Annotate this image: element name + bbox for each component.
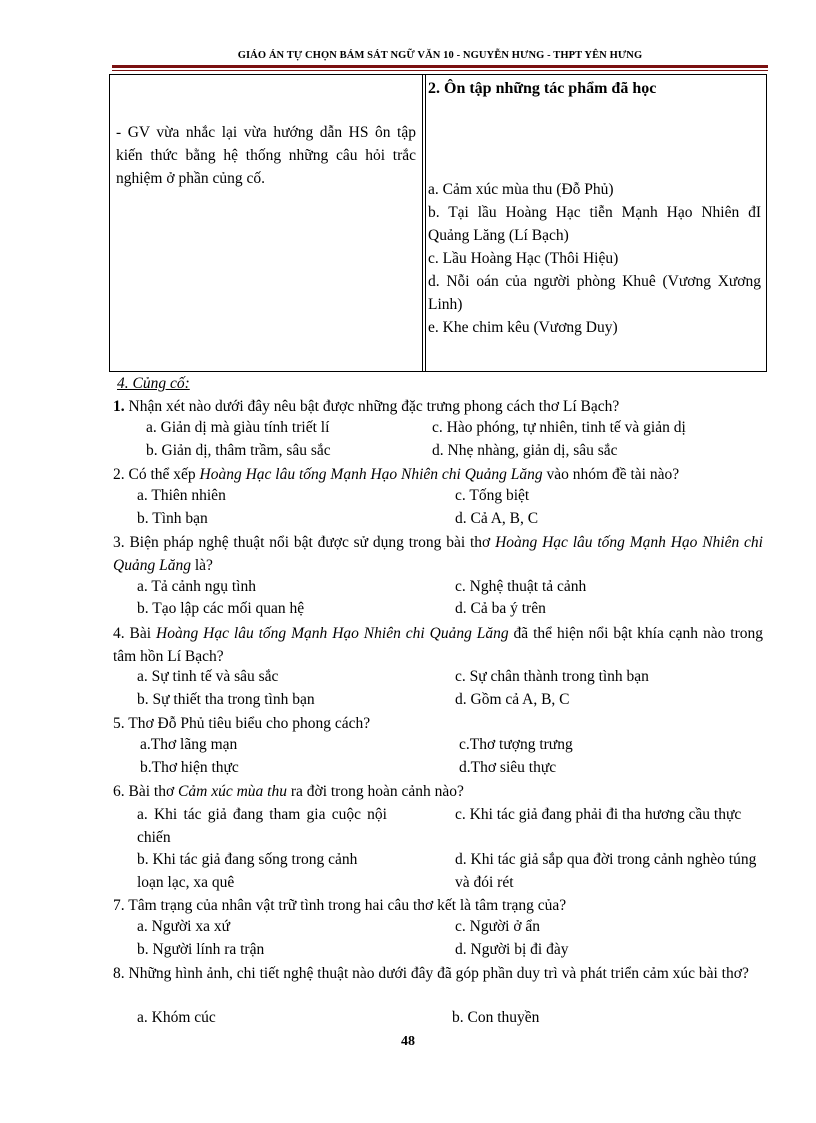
q5-option-d: d.Thơ siêu thực	[459, 759, 557, 776]
section-title: 4. Củng cố:	[117, 375, 190, 392]
question-text: 6. Bài thơ	[113, 783, 179, 800]
works-list	[428, 178, 761, 339]
q7-option-a: a. Người xa xứ	[137, 918, 231, 935]
header-rule-thin	[112, 70, 768, 71]
question-text: Nhận xét nào dưới đây nêu bật được những đặc trưng phong cách thơ Lí Bạch?	[124, 398, 620, 415]
q2-option-a: a. Thiên nhiên	[137, 487, 226, 504]
review-heading: 2. Ôn tập những tác phẩm đã học	[428, 80, 657, 97]
q8-option-b: b. Con thuyền	[452, 1009, 540, 1026]
poem-title: Hoàng Hạc lâu tống Mạnh Hạo Nhiên chi Quảng Lăng	[113, 534, 763, 574]
q6-option-d: d. Khi tác giả sắp qua đời trong cảnh nghèo túng và đói rét	[455, 851, 757, 891]
poem-title: Hoàng Hạc lâu tống Mạnh Hạo Nhiên chi Quảng Lăng	[199, 466, 543, 483]
q6-option-a: a. Khi tác giả đang tham gia cuộc nội chiến	[137, 806, 387, 846]
work-item: e. Khe chim kêu (Vương Duy)	[428, 319, 618, 336]
question-text: là?	[190, 556, 213, 574]
q3-option-b: b. Tạo lập các mối quan hệ	[137, 600, 305, 617]
question-text: ra đời trong hoàn cảnh nào?	[286, 783, 464, 800]
q3-option-c: c. Nghệ thuật tả cảnh	[455, 578, 587, 595]
q4-option-c: c. Sự chân thành trong tình bạn	[455, 668, 649, 685]
question-7: 7. Tâm trạng của nhân vật trữ tình trong hai câu thơ kết là tâm trạng của?	[113, 897, 567, 914]
question-8: 8. Những hình ảnh, chi tiết nghệ thuật nào dưới đây đã góp phần duy trì và phát triển cảm xúc bài thơ?	[113, 965, 749, 982]
q2-option-c: c. Tống biệt	[455, 487, 530, 504]
question-text: đã thể hiện nổi bật khía cạnh nào trong tâm hồn Lí Bạch?	[113, 625, 764, 665]
poem-title: Hoàng Hạc lâu tống Mạnh Hạo Nhiên chi Quảng Lăng	[156, 625, 509, 642]
q6-option-c: c. Khi tác giả đang phải đi tha hương cầu thực	[455, 806, 742, 823]
activity-table	[109, 74, 767, 372]
q7-option-d: d. Người bị đi đày	[455, 941, 569, 958]
table-divider-inner	[425, 75, 426, 371]
q2-option-b: b. Tình bạn	[137, 510, 208, 527]
content-cell	[428, 77, 761, 339]
q3-option-d: d. Cả ba ý trên	[455, 600, 546, 617]
question-text: vào nhóm đề tài nào?	[542, 466, 680, 483]
question-4	[113, 623, 763, 668]
work-item: c. Lầu Hoàng Hạc (Thôi Hiệu)	[428, 250, 619, 267]
question-5: 5. Thơ Đỗ Phủ tiêu biểu cho phong cách?	[113, 715, 371, 732]
q4-option-a: a. Sự tinh tế và sâu sắc	[137, 668, 279, 685]
q7-option-b: b. Người lính ra trận	[137, 941, 265, 958]
work-item: d. Nỗi oán của người phòng Khuê (Vương Xương Linh)	[428, 273, 761, 313]
question-3	[113, 532, 763, 577]
q8-option-a: a. Khóm cúc	[137, 1009, 216, 1026]
question-text: 4. Bài	[113, 625, 157, 642]
q4-option-d: d. Gồm cả A, B, C	[455, 691, 570, 708]
question-1	[113, 396, 763, 419]
q3-option-a: a. Tả cảnh ngụ tình	[137, 578, 256, 595]
q1-option-b: b. Giản dị, thâm trầm, sâu sắc	[146, 442, 331, 459]
page-header: GIÁO ÁN TỰ CHỌN BÁM SÁT NGỮ VĂN 10 - NGUYỄN HƯNG - THPT YÊN HƯNG	[237, 50, 643, 61]
question-text: 3. Biện pháp nghệ thuật nổi bật được sử dụng trong bài thơ	[113, 534, 496, 551]
poem-title: Cảm xúc mùa thu	[178, 783, 287, 800]
q2-option-d: d. Cả A, B, C	[455, 510, 539, 527]
q4-option-b: b. Sự thiết tha trong tình bạn	[137, 691, 315, 708]
question-number: 1.	[113, 398, 125, 415]
table-divider	[422, 75, 423, 371]
q1-option-a: a. Giản dị mà giàu tính triết lí	[146, 419, 330, 436]
question-text: 2. Có thể xếp	[113, 466, 200, 483]
work-item: b. Tại lầu Hoàng Hạc tiễn Mạnh Hạo Nhiên đI Quảng Lăng (Lí Bạch)	[428, 204, 761, 244]
question-6	[113, 781, 763, 804]
teacher-activity-cell: - GV vừa nhắc lại vừa hướng dẫn HS ôn tập kiến thức bằng hệ thống những câu hỏi trắc nghiệm ở phần củng cố.	[116, 124, 416, 187]
question-2	[113, 464, 763, 487]
page-number: 48	[401, 1034, 415, 1049]
q6-option-b: b. Khi tác giả đang sống trong cảnh loạn lạc, xa quê	[137, 851, 358, 891]
work-item: a. Cảm xúc mùa thu (Đỗ Phủ)	[428, 181, 614, 198]
q1-option-d: d. Nhẹ nhàng, giản dị, sâu sắc	[432, 442, 618, 459]
q5-option-a: a.Thơ lãng mạn	[140, 736, 238, 753]
q5-option-c: c.Thơ tượng trưng	[459, 736, 573, 753]
q1-option-c: c. Hào phóng, tự nhiên, tinh tế và giản dị	[432, 419, 686, 436]
header-rule-thick	[112, 65, 768, 68]
q7-option-c: c. Người ở ẩn	[455, 918, 541, 935]
q5-option-b: b.Thơ hiện thực	[140, 759, 239, 776]
